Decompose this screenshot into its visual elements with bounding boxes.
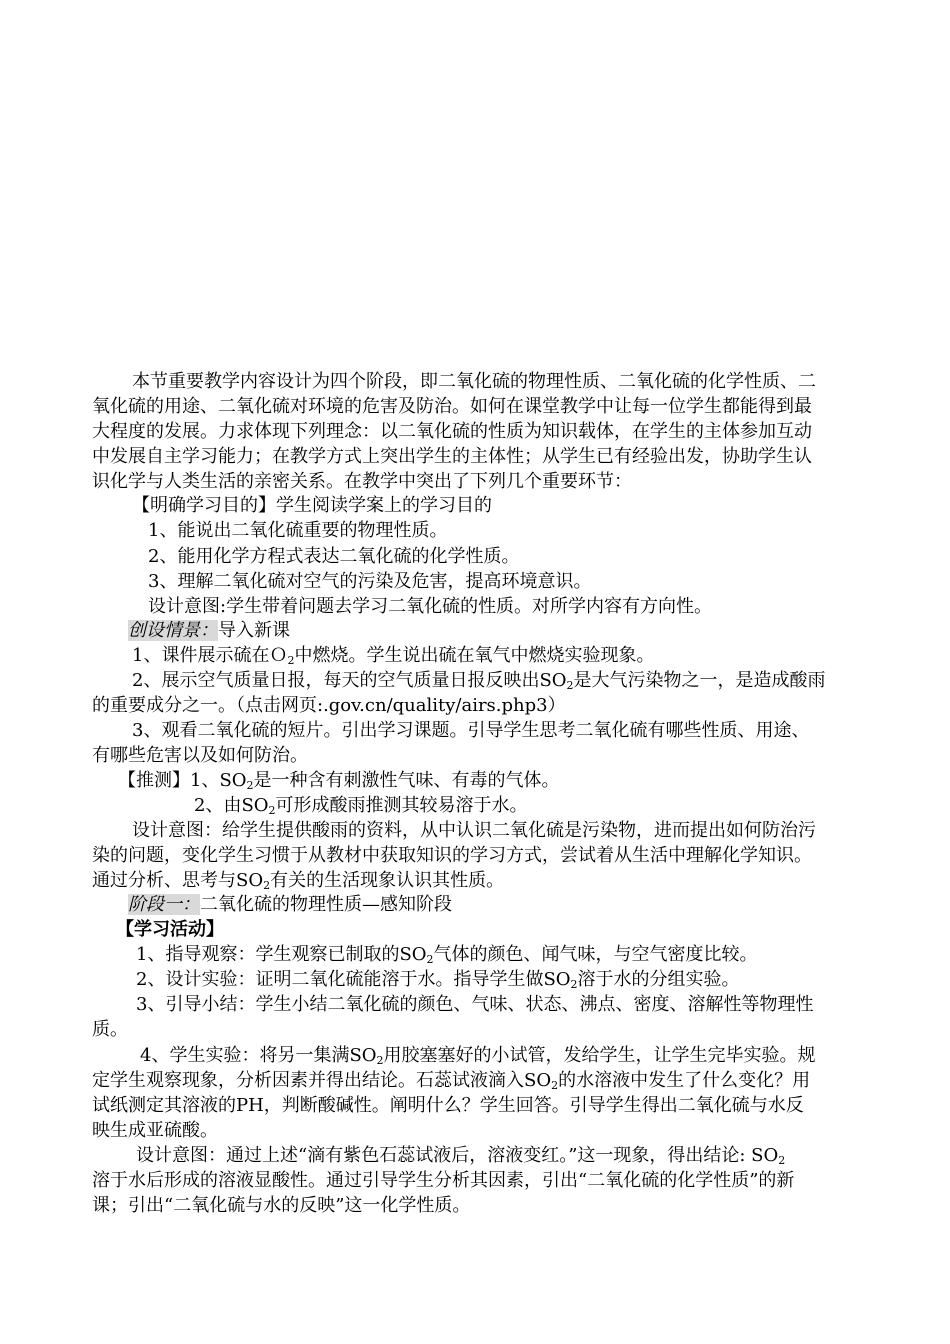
goals-heading-label: 【明确学习目的】 — [132, 495, 276, 516]
intro-line-1: 本节重要教学内容设计为四个阶段，即二氧化硫的物理性质、二氧化硫的化学性质、二 — [132, 371, 816, 392]
activity-1-text-b: 气体的颜色、闻气味，与空气密度比较。 — [433, 944, 758, 965]
activity-4-sub: 2 — [376, 1054, 384, 1067]
activity-4-text-d: 的水溶液中发生了什么变化？用 — [558, 1070, 811, 1091]
scene-item-2-sub: 2 — [566, 679, 574, 692]
goals-design-intent: 设计意图:学生带着问题去学习二氧化硫的性质。对所学内容有方向性。 — [148, 596, 713, 617]
stage1-intent-1 — [136, 1144, 785, 1168]
goal-3: 3、理解二氧化硫对空气的污染及危害，提高环境意识。 — [148, 571, 592, 592]
activity-4-text-c: 定学生观察现象，分析因素并得出结论。石蕊试液滴入SO — [92, 1070, 552, 1091]
intro-line-2: 氧化硫的用途、二氧化硫对环境的危害及防治。如何在课堂教学中让每一位学生都能得到最 — [92, 396, 812, 417]
scene-title: 导入新课 — [218, 620, 290, 641]
stage1-intent-1-sub: 2 — [778, 1154, 786, 1167]
guess-intent-3-text-b: 有关的生活现象认识其性质。 — [270, 870, 505, 891]
activity-4-sub-2: 2 — [551, 1079, 559, 1092]
activity-3: 3、引导小结：学生小结二氧化硫的颜色、气味、状态、沸点、密度、溶解性等物理性 — [136, 994, 814, 1015]
guess-item-1-text-a: 1、SO — [190, 770, 247, 791]
scene-item-1-text-b: 中燃烧。学生说出硫在氧气中燃烧实验现象。 — [294, 645, 655, 666]
scene-item-3-cont: 有哪些危害以及如何防治。 — [92, 745, 308, 766]
activity-4-cont-1 — [92, 1069, 810, 1093]
guess-item-2-text-b: 可形成酸雨推测其较易溶于水。 — [275, 795, 528, 816]
activity-4 — [140, 1044, 816, 1068]
goal-1: 1、能说出二氧化硫重要的物理性质。 — [148, 520, 448, 541]
guess-intent-3-text-a: 通过分析、思考与SO — [92, 870, 264, 891]
scene-heading — [128, 619, 290, 643]
activity-2-text-b: 溶于水的分组实验。 — [577, 969, 740, 990]
scene-item-1-text-a: 1、课件展示硫在Ｏ — [132, 645, 288, 666]
intro-line-4: 中发展自主学习能力；在教学方式上突出学生的主体性；从学生已有经验出发，协助学生认 — [92, 446, 812, 467]
stage1-intent-1-text: 设计意图：通过上述“滴有紫色石蕊试液后，溶液变红。”这一现象，得出结论: SO — [136, 1145, 779, 1166]
goal-2: 2、能用化学方程式表达二氧化硫的化学性质。 — [148, 546, 520, 567]
activity-4-text-b: 用胶塞塞好的小试管，发给学生，让学生完毕实验。规 — [383, 1045, 816, 1066]
guess-intent-2: 染的问题，变化学生习惯于从教材中获取知识的学习方式，尝试着从生活中理解化学知识。 — [92, 845, 812, 866]
scene-item-2-text-a: 2、展示空气质量日报，每天的空气质量日报反映出SO — [132, 670, 567, 691]
activity-2-text-a: 2、设计实验：证明二氧化硫能溶于水。指导学生做SO — [136, 969, 571, 990]
scene-item-3: 3、观看二氧化硫的短片。引出学习课题。引导学生思考二氧化硫有哪些性质、用途、 — [132, 720, 810, 741]
guess-item-1 — [118, 769, 560, 793]
guess-item-1-sub: 2 — [246, 779, 254, 792]
guess-intent-3 — [92, 869, 504, 893]
activity-2 — [136, 968, 740, 992]
stage1-activity-heading: 【学习活动】 — [116, 919, 224, 940]
activity-2-sub: 2 — [570, 978, 578, 991]
activity-1-text-a: 1、指导观察：学生观察已制取的SO — [136, 944, 427, 965]
scene-item-2-cont: 的重要成分之一。（点击网页:.gov.cn/quality/airs.php3） — [92, 695, 566, 716]
scene-item-2-text-b: 是大气污染物之一，是造成酸雨 — [573, 670, 826, 691]
guess-label: 【推测】 — [118, 770, 190, 791]
stage1-intent-3: 课；引出“二氧化硫与水的反映”这一化学性质。 — [92, 1195, 471, 1216]
stage1-title: 二氧化硫的物理性质—感知阶段 — [200, 894, 452, 915]
guess-intent-1: 设计意图：给学生提供酸雨的资料，从中认识二氧化硫是污染物，进而提出如何防治污 — [132, 820, 816, 841]
scene-label: 创设情景： — [128, 620, 218, 641]
goals-heading — [132, 494, 492, 518]
activity-4-cont-3: 映生成亚硫酸。 — [92, 1120, 218, 1141]
scene-item-1 — [132, 644, 654, 668]
goals-heading-text: 学生阅读学案上的学习目的 — [276, 495, 492, 516]
guess-item-2-text-a: 2、由SO — [194, 795, 269, 816]
scene-item-1-sub: 2 — [287, 654, 295, 667]
activity-1 — [136, 943, 758, 967]
activity-3-cont: 质。 — [92, 1019, 128, 1040]
guess-intent-3-sub: 2 — [263, 879, 271, 892]
stage1-heading — [128, 893, 452, 917]
guess-item-2-sub: 2 — [268, 804, 276, 817]
scene-item-2 — [132, 669, 826, 693]
guess-item-2 — [194, 794, 528, 818]
stage1-label: 阶段一： — [128, 894, 200, 915]
activity-1-sub: 2 — [426, 953, 434, 966]
activity-4-text-a: 4、学生实验：将另一集满SO — [140, 1045, 377, 1066]
guess-item-1-text-b: 是一种含有刺激性气味、有毒的气体。 — [253, 770, 560, 791]
stage1-intent-2: 溶于水后形成的溶液显酸性。通过引导学生分析其因素，引出“二氧化硫的化学性质”的新 — [92, 1170, 795, 1191]
intro-line-3: 大程度的发展。力求体现下列理念：以二氧化硫的性质为知识载体，在学生的主体参加互动 — [92, 421, 812, 442]
activity-4-cont-2: 试纸测定其溶液的PH，判断酸碱性。阐明什么？学生回答。引导学生得出二氧化硫与水反 — [92, 1095, 804, 1116]
intro-line-5: 识化学与人类生活的亲密关系。在教学中突出了下列几个重要环节： — [92, 471, 632, 492]
